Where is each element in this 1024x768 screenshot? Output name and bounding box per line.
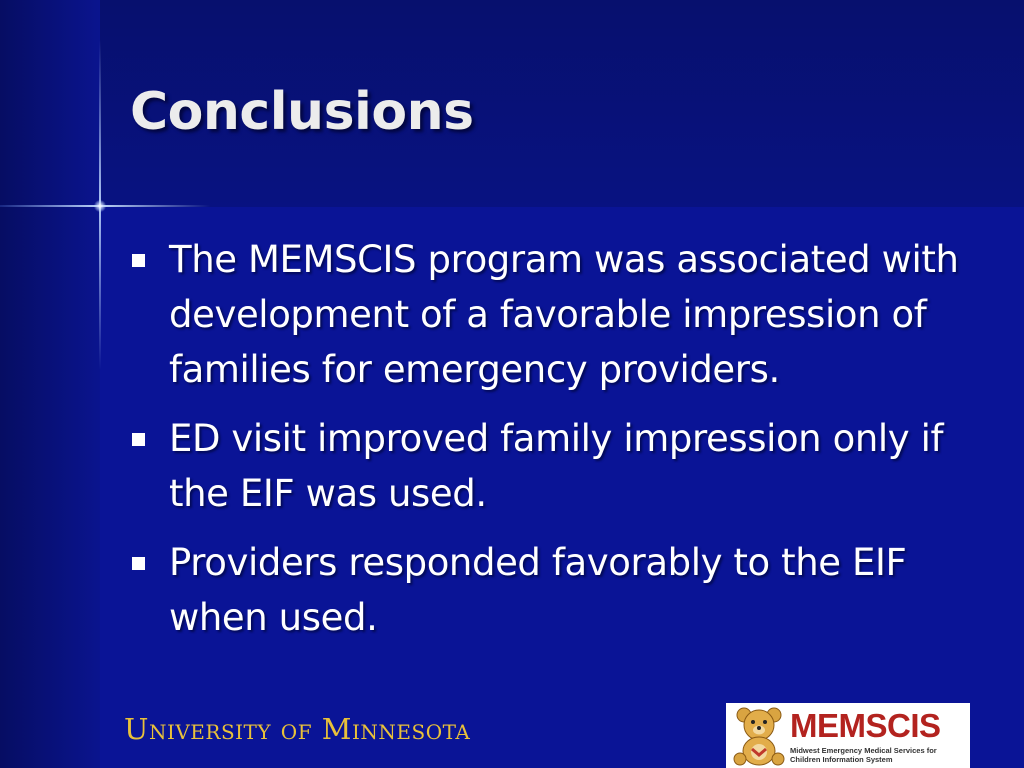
bullet-text: ED visit improved family impression only if the EIF was used. <box>169 417 944 515</box>
bullet-item <box>132 411 992 521</box>
square-bullet-icon <box>132 557 145 570</box>
bullet-item <box>132 535 992 645</box>
light-flare-core <box>94 200 106 212</box>
slide-title: Conclusions <box>130 82 474 142</box>
logo-wordmark: MEMSCIS <box>790 707 941 744</box>
logo-subtitle: Midwest Emergency Medical Services for Children Information System <box>790 746 937 764</box>
left-band <box>0 0 100 768</box>
memscis-logo <box>726 703 970 768</box>
bullet-text: Providers responded favorably to the EIF when used. <box>169 541 907 639</box>
square-bullet-icon <box>132 254 145 267</box>
university-wordmark: University of Minnesota <box>124 712 471 746</box>
bullet-item <box>132 232 992 397</box>
bullet-list <box>132 232 992 659</box>
bullet-text: The MEMSCIS program was associated with development of a favorable impression of families for emergency providers. <box>169 238 959 391</box>
teddy-bear-icon <box>730 705 788 767</box>
square-bullet-icon <box>132 433 145 446</box>
